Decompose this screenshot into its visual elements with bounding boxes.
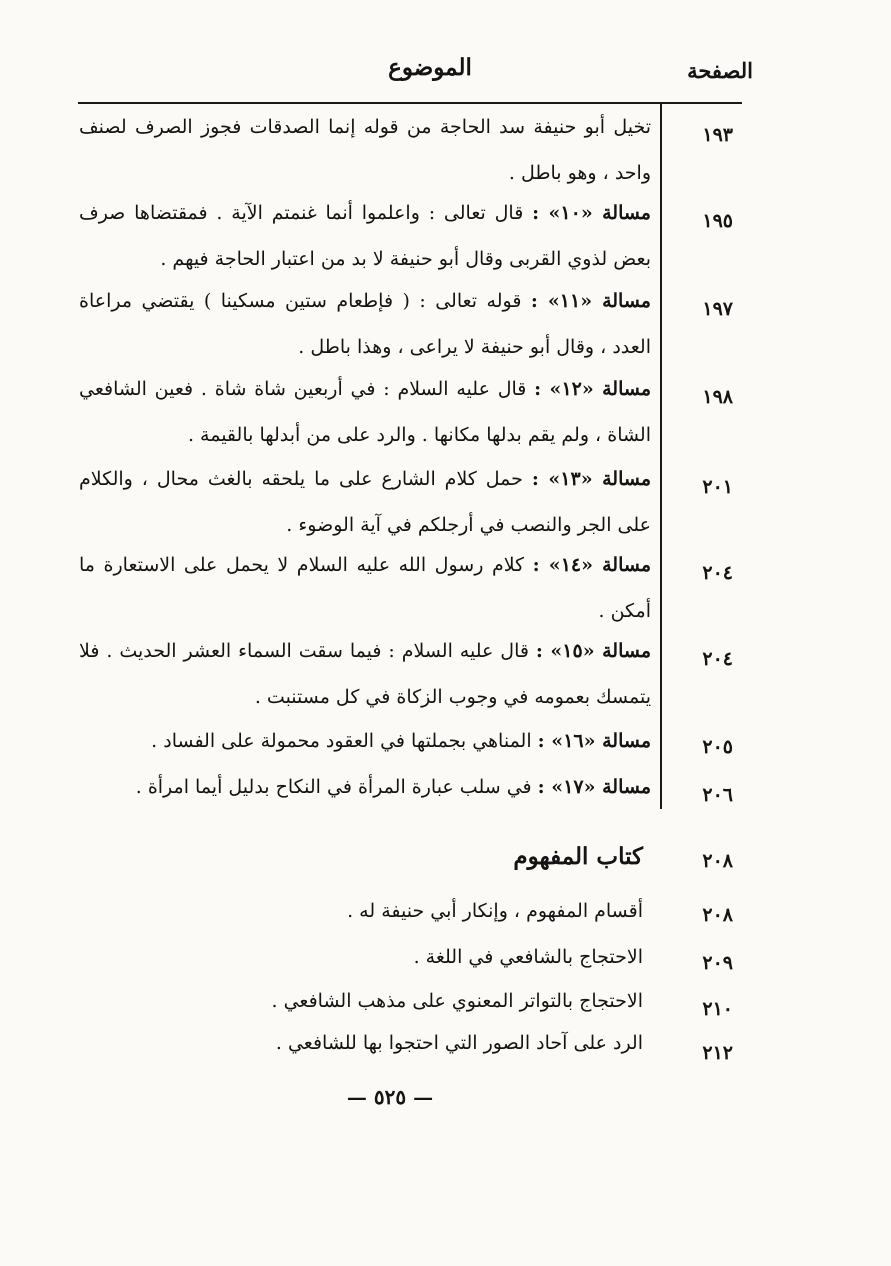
sub-entry-text: الاحتجاج بالتواتر المعنوي على مذهب الشافعي . — [271, 990, 643, 1012]
entry-page-number: ٢٠٤ — [702, 562, 733, 584]
entry-page-number: ١٩٥ — [702, 210, 733, 232]
footer-page-number: — ٥٢٥ — — [346, 1085, 434, 1109]
entry-body: كلام رسول الله عليه السلام لا يحمل على الاستعارة ما أمكن . — [79, 554, 651, 622]
entry-text — [79, 718, 651, 764]
sub-entry-text: الاحتجاج بالشافعي في اللغة . — [413, 946, 643, 968]
entry-text — [79, 764, 651, 810]
entry-lead: مسالة «١٤» : — [532, 554, 652, 576]
entry-text — [79, 104, 651, 196]
sub-entry-text: أقسام المفهوم ، وإنكار أبي حنيفة له . — [347, 900, 643, 922]
section-title: كتاب المفهوم — [513, 843, 643, 870]
entry-lead: مسالة «١٥» : — [535, 640, 651, 662]
entry-body: في سلب عبارة المرأة في النكاح بدليل أيما امرأة . — [135, 776, 538, 798]
sub-entry-page-number: ٢٠٨ — [702, 904, 733, 926]
sub-entry-page-number: ٢٠٩ — [702, 952, 733, 974]
entry-lead: مسالة «١٧» : — [537, 776, 651, 798]
entry-page-number: ٢٠٥ — [702, 736, 733, 758]
entry-page-number: ١٩٧ — [702, 298, 733, 320]
entry-text — [79, 628, 651, 720]
entry-lead: مسالة «١٣» : — [531, 468, 651, 490]
page-column-header: الصفحة — [687, 58, 753, 83]
entry-body: قال عليه السلام : فيما سقت السماء العشر الحديث . فلا يتمسك بعمومه في وجوب الزكاة في كل مستنبت . — [79, 640, 651, 708]
entry-body: قال عليه السلام : في أربعين شاة شاة . فعين الشافعي الشاة ، ولم يقم بدلها مكانها . والرد على من أبدلها بالقيمة . — [79, 378, 651, 446]
section-page-number: ٢٠٨ — [702, 850, 733, 872]
entry-text — [79, 366, 651, 458]
sub-entry-text: الرد على آحاد الصور التي احتجوا بها للشافعي . — [275, 1032, 643, 1054]
column-divider — [660, 104, 662, 809]
entry-text — [79, 542, 651, 634]
entry-lead: مسالة «١٠» : — [532, 202, 651, 224]
entry-page-number: ١٩٣ — [702, 124, 733, 146]
entry-text — [79, 190, 651, 282]
entry-body: تخيل أبو حنيفة سد الحاجة من قوله إنما الصدقات فجوز الصرف لصنف واحد ، وهو باطل . — [79, 116, 651, 184]
subject-column-header: الموضوع — [388, 54, 472, 81]
entry-lead: مسالة «١١» : — [530, 290, 651, 312]
entry-body: قوله تعالى : ( فإطعام ستين مسكينا ) يقتضي مراعاة العدد ، وقال أبو حنيفة لا يراعى ، وهذا باطل . — [79, 290, 651, 358]
entry-body: حمل كلام الشارع على ما يلحقه بالغث محال ، والكلام على الجر والنصب في أرجلكم في آية الوضوء . — [79, 468, 651, 536]
entry-body: قال تعالى : واعلموا أنما غنمتم الآية . فمقتضاها صرف بعض لذوي القربى وقال أبو حنيفة لا بد من اعتبار الحاجة فيهم . — [79, 202, 651, 270]
entry-page-number: ٢٠٤ — [702, 648, 733, 670]
entry-page-number: ٢٠١ — [702, 476, 733, 498]
entry-page-number: ١٩٨ — [702, 386, 733, 408]
sub-entry-page-number: ٢١٢ — [702, 1042, 733, 1064]
entry-text — [79, 456, 651, 548]
sub-entry-page-number: ٢١٠ — [702, 998, 733, 1020]
entry-lead: مسالة «١٢» : — [534, 378, 651, 400]
entry-page-number: ٢٠٦ — [702, 784, 733, 806]
entry-text — [79, 278, 651, 370]
entry-body: المناهي بجملتها في العقود محمولة على الفساد . — [151, 730, 538, 752]
entry-lead: مسالة «١٦» : — [537, 730, 651, 752]
